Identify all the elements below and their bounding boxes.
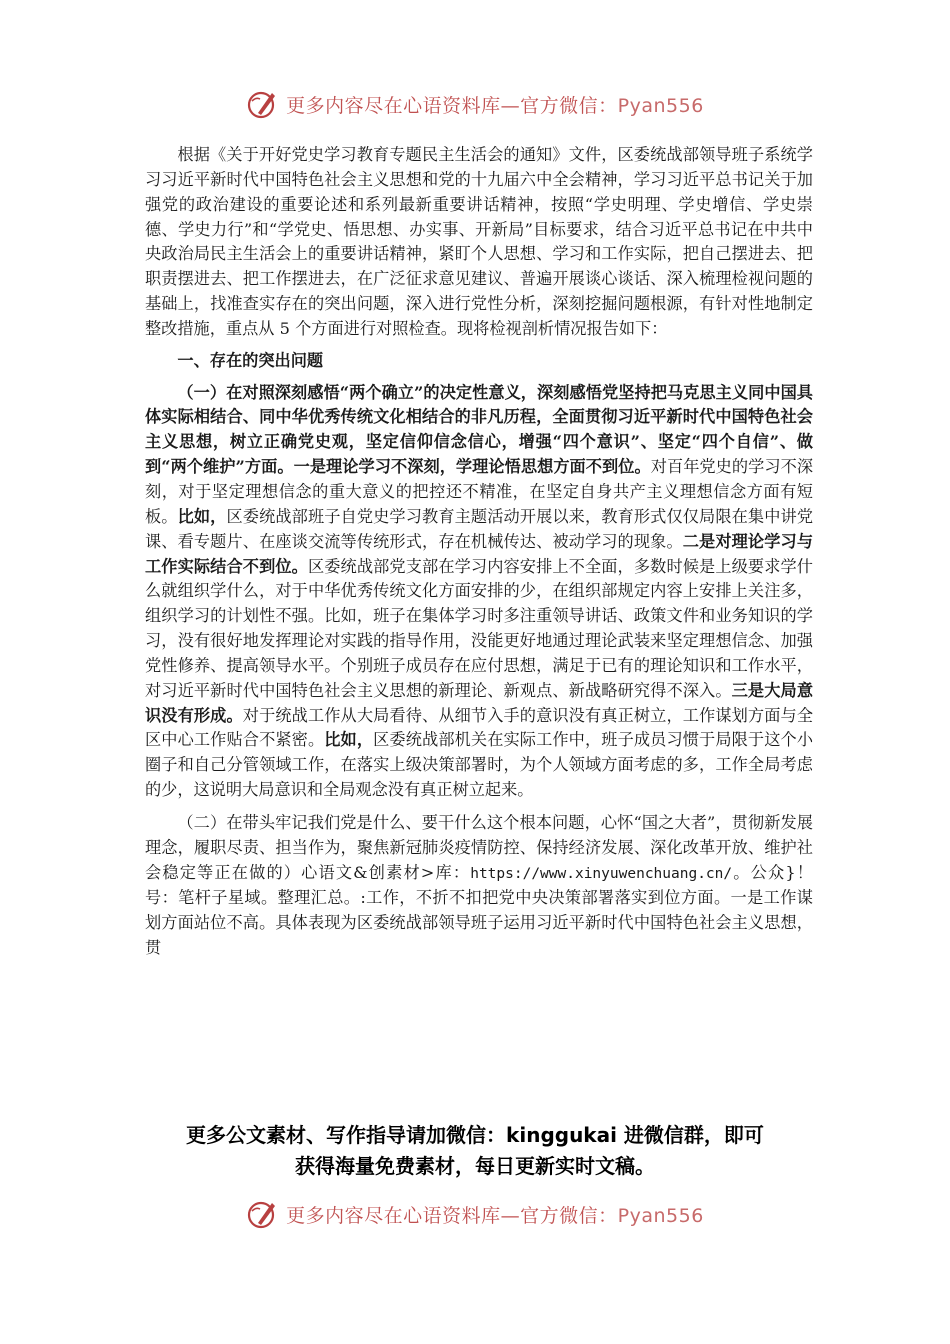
section-2-paragraph <box>145 811 813 961</box>
example-3-text: 区委统战部机关在实际工作中，班子成员习惯于局限于这个小圈子和自己分管领域工作，在落实上级决策部署时，为个人领域方面考虑的多，工作全局考虑的少，这说明大局意识和全局观念没有真正树立起来。 <box>145 730 814 800</box>
promo-notice <box>100 1120 850 1182</box>
header-banner <box>0 84 950 124</box>
footer-banner-text: 更多内容尽在心语资料库—官方微信：Pyan556 <box>286 1204 704 1227</box>
point-2-text: 区委统战部党支部在学习内容安排上不全面，多数时候是上级要求学什么就组织学什么，对于中华优秀传统文化方面安排的少，在组织部规定内容上安排上关注多，组织学习的计划性不强。比如，班子在集体学习时多注重领导讲话、政策文件和业务知识的学习，没有很好地发挥理论对实践的指导作用，没能更好地通过理论武装来坚定理想信念、加强党性修养、提高领导水平。个别班子成员存在应付思想，满足于已有的理论知识和工作水平，对习近平新时代中国特色社会主义思想的新理论、新观点、新战略研究得不深入。 <box>145 556 813 700</box>
point-3-text: 对于统战工作从大局看待、从细节入手的意识没有真正树立，工作谋划方面与全区中心工作贴合不紧密。 <box>145 705 814 750</box>
promo-line-1: 更多公文素材、写作指导请加微信：kinggukai 进微信群，即可 <box>186 1123 764 1147</box>
example-3-label: 比如， <box>324 730 374 750</box>
heading-outstanding-problems: 一、存在的突出问题 <box>177 350 324 370</box>
document-body <box>145 143 813 961</box>
point-1-title: 一是理论学习不深刻，学理论悟思想方面不到位。 <box>293 457 651 477</box>
source-url: https://www.xinyuwenchuang.cn/ <box>470 865 733 882</box>
header-banner-text: 更多内容尽在心语资料库—官方微信：Pyan556 <box>286 94 704 117</box>
section-2-text-a: （二）在带头牢记我们党是什么、要干什么这个根本问题，心怀“国之大者”，贯彻新发展理念，履职尽责、担当作为，聚焦新冠肺炎疫情防控、保持经济发展、深化改革开放、维护社会稳定等正在做的）心语文&创素材>库： <box>145 812 813 882</box>
wechat-id: Pyan556 <box>617 94 704 117</box>
wechat-id: Pyan556 <box>617 1204 704 1227</box>
section-1-paragraph <box>145 381 813 803</box>
pen-circle-logo-icon <box>246 1197 280 1231</box>
section-1-title: （一）在对照深刻感悟“两个确立”的决定性意义，深刻感悟党坚持把马克思主义同中国具体实际相结合、同中华优秀传统文化相结合的非凡历程，全面贯彻习近平新时代中国特色社会主义思想，树立正确党史观，坚定信仰信念信心，增强“四个意识”、坚定“四个自信”、做到“两个维护”方面。 <box>145 382 813 477</box>
promo-line-2: 获得海量免费素材，每日更新实时文稿。 <box>295 1154 655 1178</box>
point-3-title: 三是大局意识没有形成。 <box>145 680 814 725</box>
pen-circle-logo-icon <box>246 87 280 121</box>
point-2-title: 二是对理论学习与工作实际结合不到位。 <box>145 531 814 576</box>
example-1-label: 比如， <box>177 506 227 526</box>
intro-paragraph: 根据《关于开好党史学习教育专题民主生活会的通知》文件，区委统战部领导班子系统学习习近平新时代中国特色社会主义思想和党的十九届六中全会精神，学习习近平总书记关于加强党的政治建设的重要论述和系列最新重要讲话精神，按照“学史明理、学史增信、学史崇德、学史力行”和“学党史、悟思想、办实事、开新局”目标要求，结合习近平总书记在中共中央政治局民主生活会上的重要讲话精神，紧盯个人思想、学习和工作实际，把自己摆进去、把职责摆进去、把工作摆进去，在广泛征求意见建议、普遍开展谈心谈话、深入梳理检视问题的基础上，找准查实存在的突出问题，深入进行党性分析，深刻挖掘问题根源，有针对性地制定整改措施，重点从 5 个方面进行对照检查。现将检视剖析情况报告如下： <box>145 145 813 338</box>
footer-banner <box>0 1194 950 1234</box>
point-1-text: 对百年党史的学习不深刻，对于坚定理想信念的重大意义的把控还不精准，在坚定自身共产主义理想信念方面有短板。 <box>145 457 814 526</box>
section-2-text-b: 。公众}！号：笔杆子星域。整理汇总。:工作，不折不扣把党中央决策部署落实到位方面。一是工作谋划方面站位不高。具体表现为区委统战部领导班子运用习近平新时代中国特色社会主义思想，贯 <box>145 862 813 958</box>
example-1-text: 区委统战部班子自党史学习教育主题活动开展以来，教育形式仅仅局限在集中讲党课、看专题片、在座谈交流等传统形式，存在机械传达、被动学习的现象。 <box>145 506 814 551</box>
